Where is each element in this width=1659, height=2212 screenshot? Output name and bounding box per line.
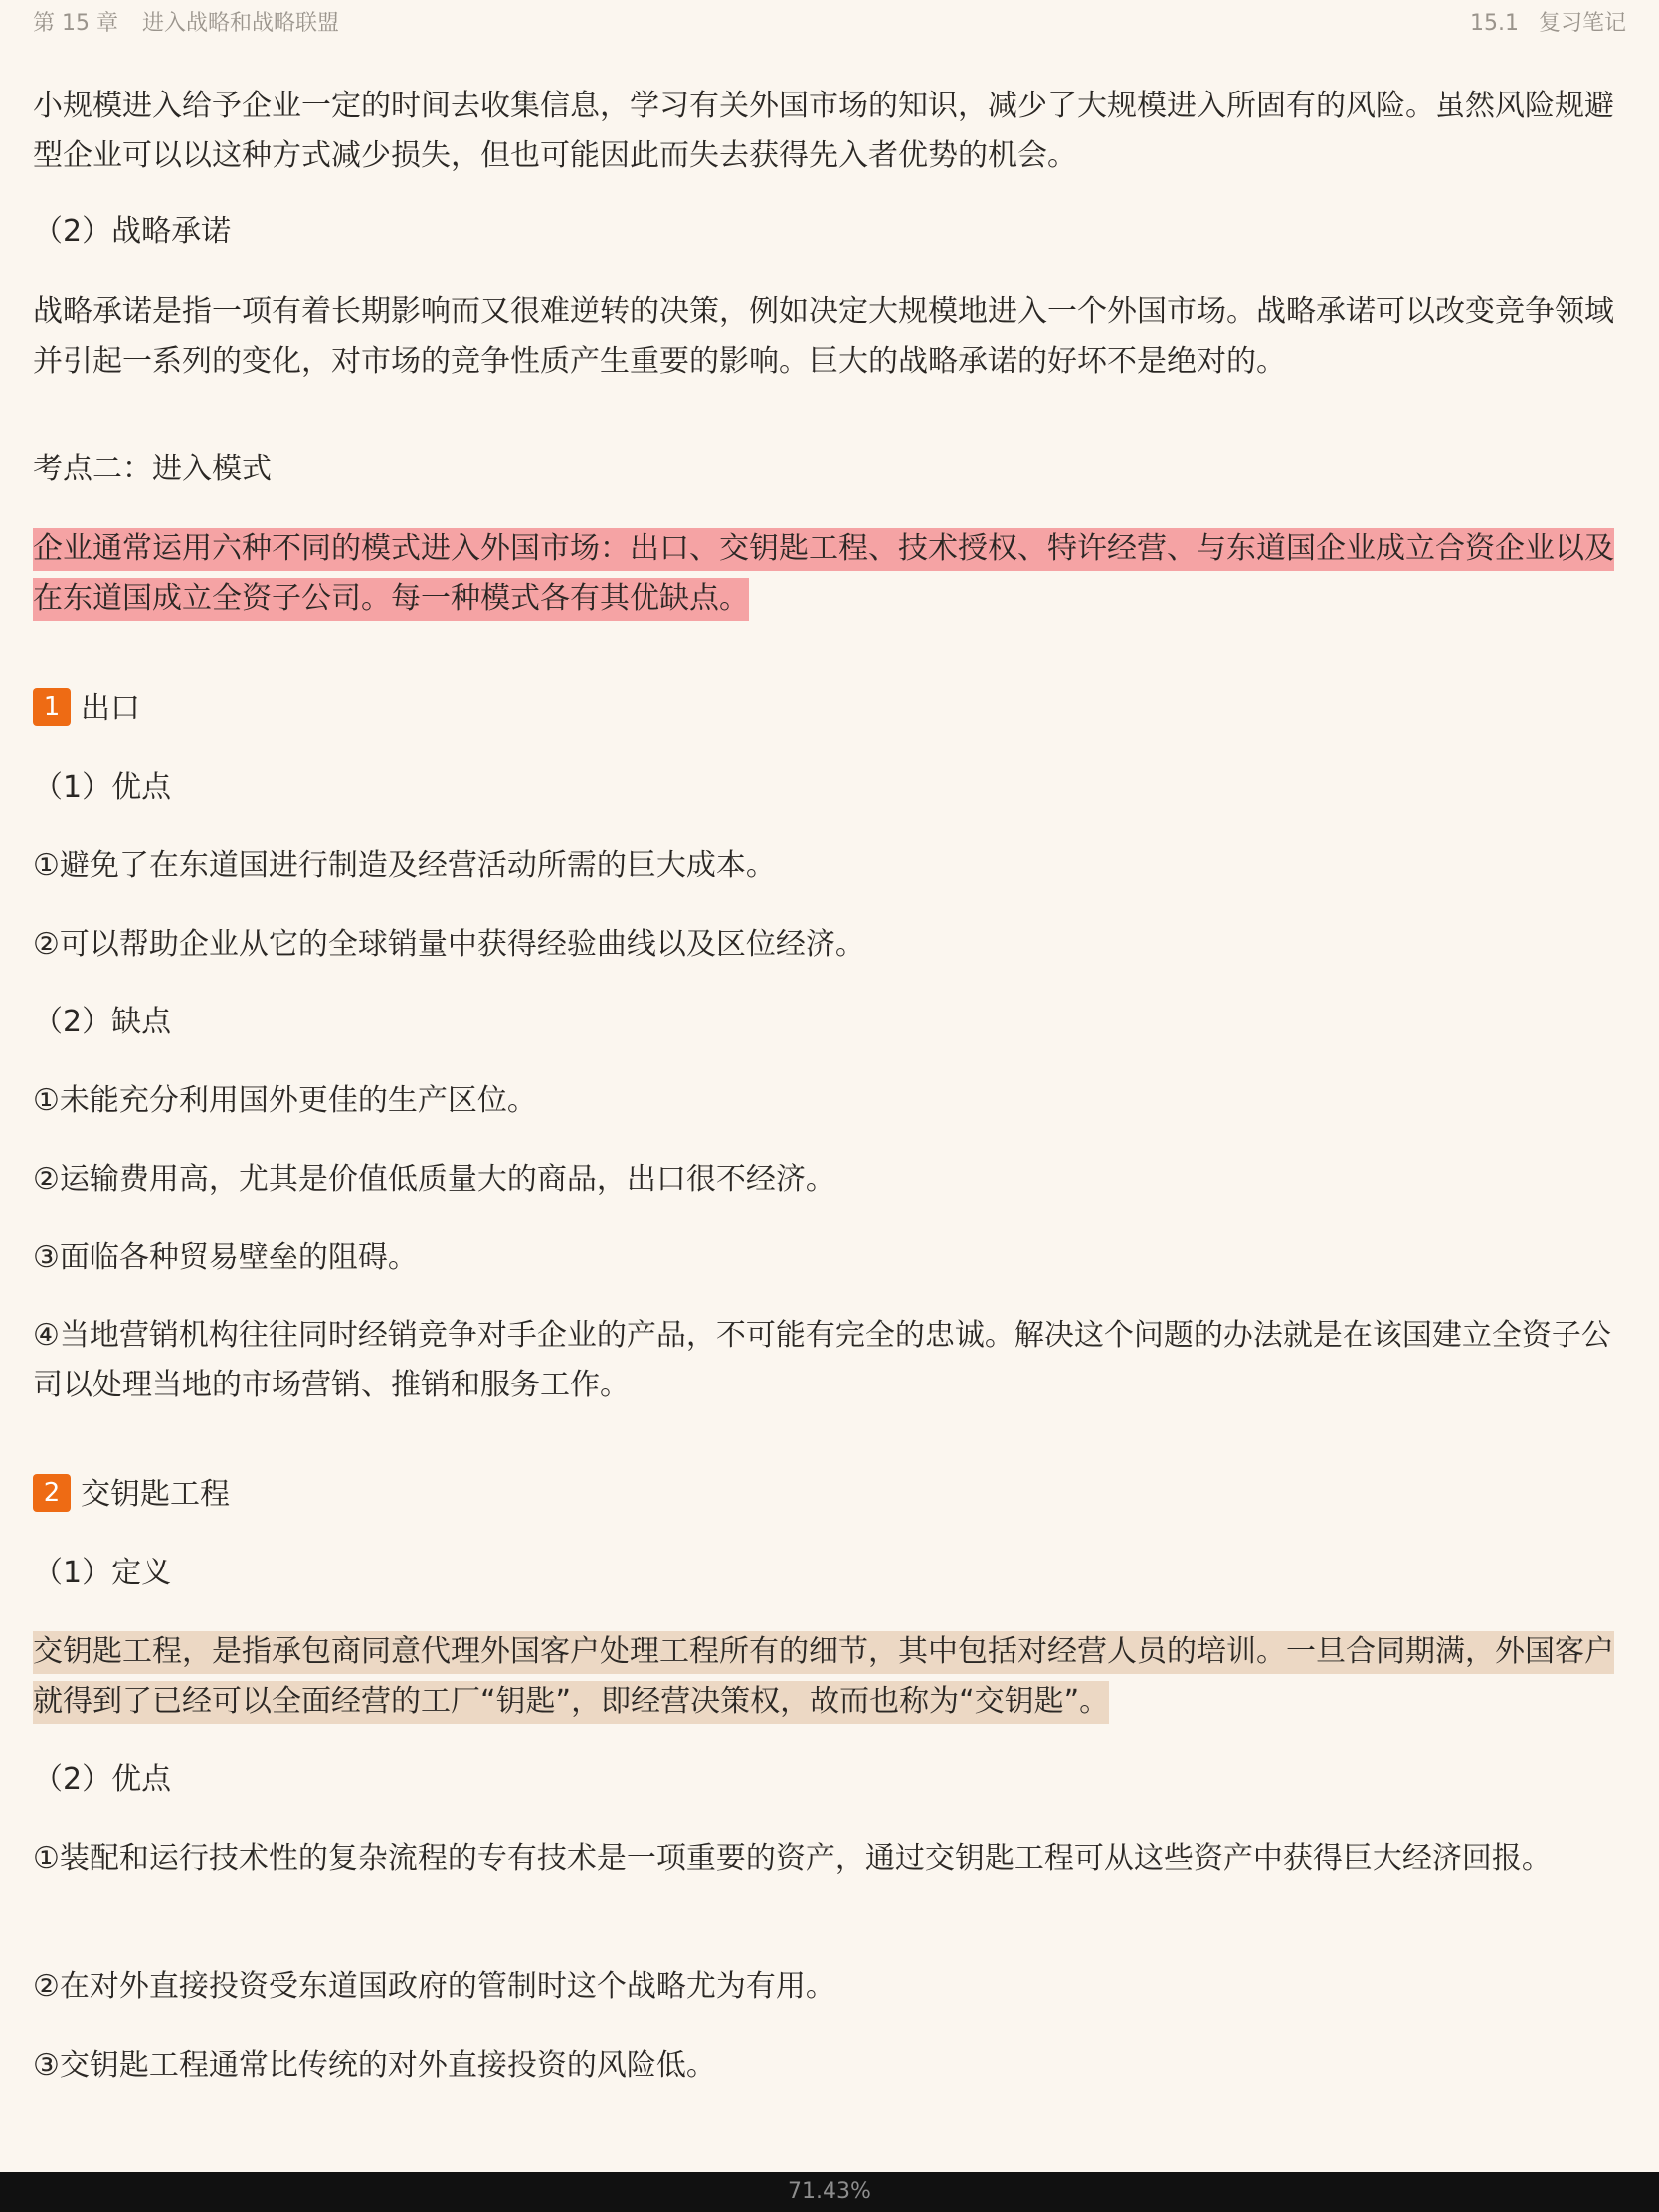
list-item: ②在对外直接投资受东道国政府的管制时这个战略尤为有用。	[33, 1969, 835, 2004]
highlighted-paragraph[interactable]	[33, 524, 1626, 624]
list-item: ①避免了在东道国进行制造及经营活动所需的巨大成本。	[33, 848, 776, 883]
chapter-title: 进入战略和战略联盟	[141, 11, 339, 36]
subheading: （2）战略承诺	[33, 214, 232, 249]
numbered-heading	[33, 1470, 1626, 1520]
list-item: ①装配和运行技术性的复杂流程的专有技术是一项重要的资产，通过交钥匙工程可从这些资产中获得巨大经济回报。	[33, 1841, 1552, 1876]
subheading: （1）优点	[33, 770, 172, 805]
paragraph: 小规模进入给予企业一定的时间去收集信息，学习有关外国市场的知识，减少了大规模进入所固有的风险。虽然风险规避型企业可以以这种方式减少损失，但也可能因此而失去获得先入者优势的机会。	[33, 89, 1614, 173]
highlight-pink[interactable]: 企业通常运用六种不同的模式进入外国市场：出口、交钥匙工程、技术授权、特许经营、与东道国企业成立合资企业以及在东道国成立全资子公司。每一种模式各有其优缺点。	[33, 528, 1614, 621]
list-item: ①未能充分利用国外更佳的生产区位。	[33, 1083, 537, 1118]
numbered-heading-text: 交钥匙工程	[81, 1477, 230, 1512]
reader-header	[0, 0, 1659, 42]
number-badge: 1	[33, 688, 71, 726]
section-title: 复习笔记	[1538, 11, 1626, 36]
highlight-tan[interactable]: 交钥匙工程，是指承包商同意代理外国客户处理工程所有的细节，其中包括对经营人员的培训。一旦合同期满，外国客户就得到了已经可以全面经营的工厂“钥匙”，即经营决策权，故而也称为“交钥匙”。	[33, 1631, 1614, 1724]
section-heading: 考点二：进入模式	[33, 452, 272, 486]
paragraph: 战略承诺是指一项有着长期影响而又很难逆转的决策，例如决定大规模地进入一个外国市场。战略承诺可以改变竞争领域并引起一系列的变化，对市场的竞争性质产生重要的影响。巨大的战略承诺的好坏不是绝对的。	[33, 294, 1614, 379]
section-number: 15.1	[1470, 11, 1519, 36]
list-item: ②运输费用高，尤其是价值低质量大的商品，出口很不经济。	[33, 1162, 835, 1197]
list-item: ③面临各种贸易壁垒的阻碍。	[33, 1240, 418, 1275]
subheading: （1）定义	[33, 1556, 172, 1590]
subheading: （2）缺点	[33, 1005, 172, 1039]
list-item: ②可以帮助企业从它的全球销量中获得经验曲线以及区位经济。	[33, 927, 865, 962]
subheading: （2）优点	[33, 1762, 172, 1797]
reading-progress-bar[interactable]	[0, 2172, 1659, 2212]
list-item: ③交钥匙工程通常比传统的对外直接投资的风险低。	[33, 2048, 716, 2083]
highlighted-paragraph[interactable]	[33, 1627, 1626, 1727]
chapter-breadcrumb	[33, 6, 339, 37]
section-breadcrumb	[1470, 6, 1626, 37]
chapter-number: 第 15 章	[33, 11, 118, 36]
numbered-heading-text: 出口	[81, 691, 140, 726]
progress-percentage: 71.43%	[788, 2179, 871, 2204]
numbered-heading	[33, 684, 1626, 734]
number-badge: 2	[33, 1474, 71, 1512]
list-item: ④当地营销机构往往同时经销竞争对手企业的产品，不可能有完全的忠诚。解决这个问题的办法就是在该国建立全资子公司以处理当地的市场营销、推销和服务工作。	[33, 1318, 1611, 1402]
